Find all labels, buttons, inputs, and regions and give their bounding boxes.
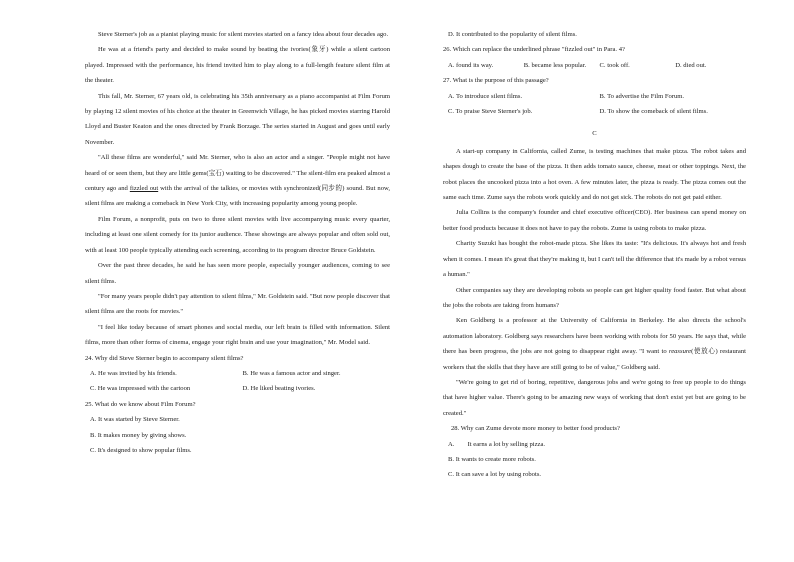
text-span: "All these films are wonderful," said Mr. Sterner, who is also an actor and a singer. "People might not have heard of or seen them, but they are little gems(宝石) waiting to be discovered." The silent-film era peaked almost a century ago and — [85, 154, 390, 193]
option: C. He was impressed with the cartoon — [90, 385, 191, 393]
paragraph: He was at a friend's party and decided to make sound by beating the ivories(象牙) while a silent cartoon played. Impressed with the performance, his friend invited him to play along to a full-length feature silent film at the theater. — [85, 46, 390, 85]
question-24-options — [85, 366, 390, 397]
option: C. To praise Steve Sterner's job. — [448, 108, 533, 116]
question-27: 27. What is the purpose of this passage? — [443, 77, 549, 85]
paragraph — [85, 150, 390, 212]
option: D. To show the comeback of silent films. — [599, 108, 708, 116]
paragraph: This fall, Mr. Sterner, 67 years old, is celebrating his 35th anniversary as a piano accompanist at Film Forum by playing 12 silent movies of his choice at the theater in Greenwich Village, he has picked movies starring Harold Lloyd and Buster Keaton and the ones directed by Frank Borzage. The series started in August and goes until early November. — [85, 92, 390, 146]
section-heading: C — [592, 130, 597, 138]
option: C. It can save a lot by using robots. — [448, 471, 542, 479]
option: B. He was a famous actor and singer. — [242, 369, 341, 377]
question-25: 25. What do we know about Film Forum? — [85, 400, 196, 408]
option: A. It earns a lot by selling pizza. — [448, 440, 546, 448]
paragraph: "We're going to get rid of boring, repetitive, dangerous jobs and we're going to free up people to do things that have higher value. There's going to be amazing new ways of working that don't exist yet but are going to be created." — [443, 378, 746, 417]
question-27-options — [443, 89, 746, 120]
option: A. To introduce silent films. — [448, 92, 523, 100]
text-span: (使放心) restaurant workers that the skills that they have are still going to be of value," Goldberg said. — [443, 348, 746, 371]
right-column — [443, 27, 746, 483]
option: D. It contributed to the popularity of silent films. — [448, 31, 577, 38]
paragraph: Charity Suzuki has bought the robot-made pizza. She likes its taste: "It's delicious. It's always hot and fresh when it comes. I mean it's great that they're making it, but I can't tell the difference that it's made by a robot versus a human." — [443, 240, 746, 279]
question-26: 26. Which can replace the underlined phrase "fizzled out" in Para. 4? — [443, 46, 625, 54]
option: C. took off. — [599, 61, 630, 69]
paragraph: A start-up company in California, called Zume, is testing machines that make pizza. The robot takes and shapes dough to create the base of the pizza. It then adds tomato sauce, cheese, meat or other toppings. Next, the robot places the uncooked pizza into a hot oven. A few minutes later, the pizza is ready. The pizza comes out the same each time. Zume says the robots work quickly and do not get sick. The robots do not get paid either. — [443, 147, 746, 202]
left-column — [85, 27, 390, 458]
option: A. It was started by Steve Sterner. — [90, 416, 180, 424]
paragraph: Film Forum, a nonprofit, puts on two to three silent movies with live accompanying music every quarter, including at least one silent comedy for its junior audience. These showings are always popular and often sold out, with at least 100 people typically attending each screening, according to its program director Bruce Goldstein. — [85, 215, 390, 254]
option: D. died out. — [675, 61, 707, 69]
option: D. He liked beating ivories. — [242, 385, 316, 393]
question-24: 24. Why did Steve Sterner begin to accompany silent films? — [85, 354, 244, 362]
underlined-phrase: fizzled out — [129, 185, 159, 193]
option: A. He was invited by his friends. — [90, 369, 177, 377]
text-span: Ken Goldberg is a professor at the University of California in Berkeley. He also directs the school's automation laboratory. Goldberg says researchers have been working with robots for 50 years. He says that, while there has been progress, the jobs are not going to disappear right away. "I want to — [443, 317, 746, 356]
paragraph: "I feel like today because of smart phones and social media, our left brain is filled with information. Silent films, more than other forms of cinema, engage your right brain and use your imagination," Mr. Model said. — [85, 323, 390, 347]
option: C. It's designed to show popular films. — [90, 446, 192, 454]
paragraph: Julia Collins is the company's founder and chief executive officer(CEO). Her business can spend money on better food products because it does not have to pay the robots. Zume is using robots to make pizza. — [443, 209, 746, 232]
option: B. It wants to create more robots. — [448, 455, 536, 463]
question-26-options — [443, 58, 746, 73]
option: B. became less popular. — [523, 61, 587, 69]
paragraph: Steve Sterner's job as a pianist playing music for silent movies started on a fancy idea about four decades ago. — [98, 31, 389, 38]
question-28: 28. Why can Zume devote more money to better food products? — [451, 425, 620, 433]
option: B. To advertise the Film Forum. — [599, 92, 685, 100]
paragraph: Over the past three decades, he said he has seen more people, especially younger audiences, coming to see silent films. — [85, 262, 390, 285]
paragraph: "For many years people didn't pay attention to silent films," Mr. Goldstein said. "But now people discover that silent films are the roots for movies." — [85, 292, 390, 316]
option: A. found its way. — [448, 61, 494, 69]
option: B. It makes money by giving shows. — [90, 431, 187, 439]
paragraph: Other companies say they are developing robots so people can get higher quality food faster. But what about the jobs the robots are taking from humans? — [443, 286, 746, 309]
paragraph — [443, 313, 746, 375]
italic-word: reassure — [668, 348, 692, 356]
text-span: with the arrival of the talkies, or movies with synchronized(同步的) sound. But now, silent films are making a comeback in New York City, with increasing popularity among young people. — [85, 185, 390, 208]
